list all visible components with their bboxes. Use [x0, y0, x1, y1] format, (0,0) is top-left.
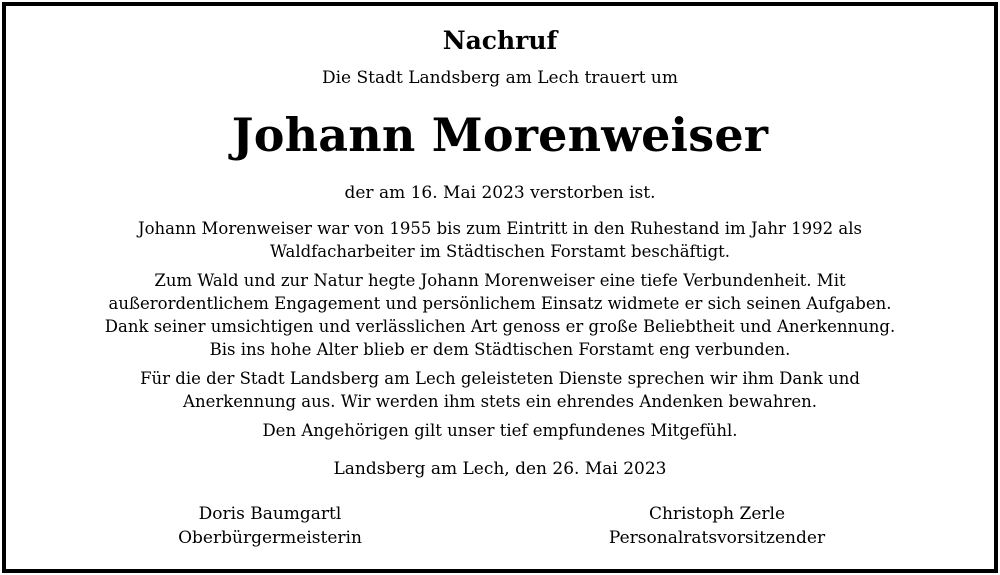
- body-line: Den Angehörigen gilt unser tief empfundenes Mitgefühl.: [262, 421, 738, 440]
- body-line: außerordentlichem Engagement und persönlichem Einsatz widmete er sich seinen Aufgaben.: [108, 294, 892, 313]
- body-line: Anerkennung aus. Wir werden ihm stets ein ehrendes Andenken bewahren.: [183, 392, 817, 411]
- body-line: Johann Morenweiser war von 1955 bis zum Eintritt in den Ruhestand im Jahr 1992 als: [138, 219, 862, 238]
- body-line: Zum Wald und zur Natur hegte Johann Morenweiser eine tiefe Verbundenheit. Mit: [154, 271, 846, 290]
- signer-title: Oberbürgermeisterin: [178, 528, 362, 548]
- intro-text: Die Stadt Landsberg am Lech trauert um: [321, 68, 678, 88]
- signer-name: Doris Baumgartl: [198, 504, 342, 524]
- body-line: Waldfacharbeiter im Städtischen Forstamt beschäftigt.: [269, 242, 731, 261]
- obituary-heading: Nachruf: [442, 26, 558, 55]
- death-note: der am 16. Mai 2023 verstorben ist.: [344, 183, 656, 203]
- place-date: Landsberg am Lech, den 26. Mai 2023: [333, 459, 667, 479]
- signer-title: Personalratsvorsitzender: [608, 528, 826, 548]
- signer-name: Christoph Zerle: [648, 504, 786, 524]
- body-line: Dank seiner umsichtigen und verlässlichen Art genoss er große Beliebtheit und Anerkennung.: [104, 317, 896, 336]
- deceased-name: Johann Morenweiser: [231, 108, 769, 162]
- body-line: Für die der Stadt Landsberg am Lech geleisteten Dienste sprechen wir ihm Dank und: [140, 369, 860, 388]
- body-line: Bis ins hohe Alter blieb er dem Städtischen Forstamt eng verbunden.: [209, 340, 791, 359]
